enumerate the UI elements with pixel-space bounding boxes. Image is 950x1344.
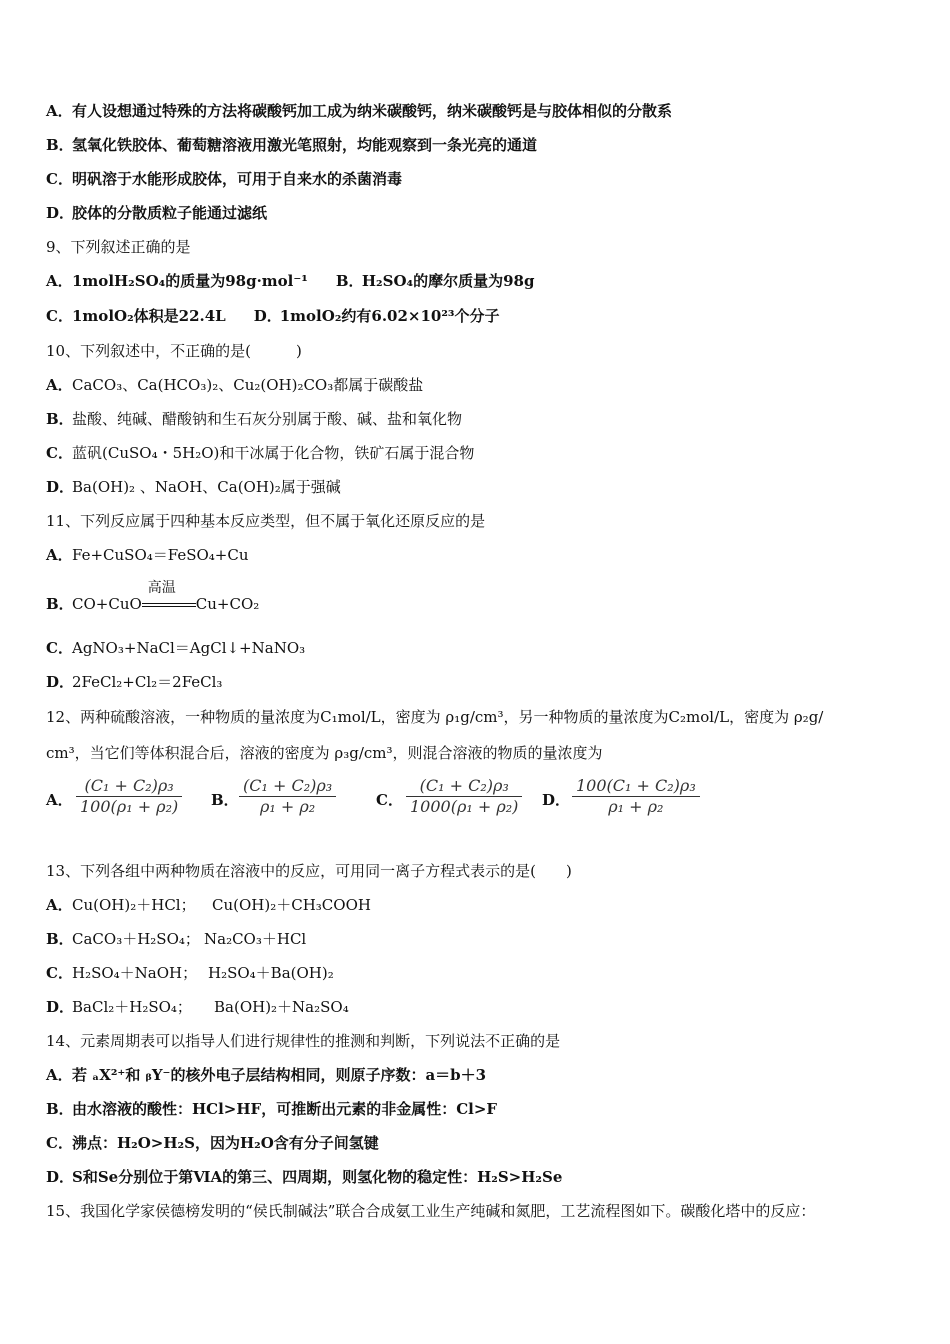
option-label: D． [542,791,571,809]
q12-option-a-fraction [76,776,182,817]
option-label: B． [46,136,74,154]
q8-option-d [46,203,910,223]
q13-option-b [46,929,910,949]
q14-option-c [46,1133,910,1153]
denominator: 1000(ρ₁ + ρ₂) [410,797,519,816]
q11-option-b [46,580,910,614]
option-label: A． [46,376,73,394]
numerator: 100(C₁ + C₂)ρ₃ [572,776,700,797]
denominator: ρ₁ + ρ₂ [259,797,316,816]
q12-option-c-fraction [406,776,522,817]
option-text: H₂SO₄的摩尔质量为98g [361,272,535,290]
option-text: S和Se分别位于第ⅥA的第三、四周期，则氢化物的稳定性：H₂S>H₂Se [72,1168,563,1186]
q10-option-b [46,409,910,429]
q9-stem: 9、下列叙述正确的是 [46,238,191,256]
q14-stem: 14、元素周期表可以指导人们进行规律性的推测和判断，下列说法不正确的是 [46,1032,561,1050]
reaction-condition: 高温 [147,580,176,596]
numerator: (C₁ + C₂)ρ₃ [76,776,182,797]
option-label: A． [46,102,73,120]
q10-option-c [46,443,910,463]
option-text: 有人设想通过特殊的方法将碳酸钙加工成为纳米碳酸钙，纳米碳酸钙是与胶体相似的分散系 [72,102,673,120]
option-left: Cu(OH)₂＋HCl； [72,896,196,914]
option-label: A． [46,791,73,809]
option-label: B． [335,272,364,290]
option-label: D． [46,1168,75,1186]
option-text: 氢氧化铁胶体、葡萄糖溶液用激光笔照射，均能观察到一条光亮的通道 [72,136,538,154]
option-right: Cu(OH)₂＋CH₃COOH [212,896,371,914]
option-text: 1molH₂SO₄的质量为98g·mol⁻¹ [72,272,308,290]
option-left: H₂SO₄＋NaOH； [72,964,198,982]
equation-left: CO+CuO [72,595,142,613]
equation-right: Cu+CO₂ [195,595,260,613]
option-label: C． [46,444,73,462]
option-label: A． [46,896,73,914]
option-label: A． [46,1066,73,1084]
option-label: D． [46,478,75,496]
option-label: D． [46,998,75,1016]
option-label: B． [46,410,74,428]
option-right: H₂SO₄＋Ba(OH)₂ [208,964,334,982]
option-text: 1molO₂约有6.02×10²³个分子 [279,307,500,325]
option-label: D． [46,204,75,222]
q11-option-d [46,672,910,692]
q13-option-c [46,963,910,983]
q11-option-a [46,545,910,565]
numerator: (C₁ + C₂)ρ₃ [406,776,522,797]
option-text: 1molO₂体积是22.4L [72,307,226,325]
option-text: 蓝矾(CuSO₄・5H₂O)和干冰属于化合物，铁矿石属于混合物 [72,444,475,462]
option-label: D． [253,307,282,325]
option-label: A． [46,272,73,290]
option-label: C． [46,307,73,325]
option-text: CaCO₃、Ca(HCO₃)₂、Cu₂(OH)₂CO₃都属于碳酸盐 [72,376,424,394]
option-label: C． [46,639,73,657]
q12-option-b-fraction [239,776,336,817]
q10-option-d [46,477,910,497]
option-left: BaCl₂＋H₂SO₄； [72,998,192,1016]
option-label: B． [46,930,74,948]
q13-option-d [46,997,910,1017]
option-text: Fe+CuSO₄＝FeSO₄+Cu [72,546,249,564]
q12-option-d-fraction [572,776,700,817]
option-text: 沸点：H₂O>H₂S，因为H₂O含有分子间氢键 [72,1134,379,1152]
option-text: AgNO₃+NaCl＝AgCl↓+NaNO₃ [72,639,306,657]
denominator: 100(ρ₁ + ρ₂) [80,797,179,816]
high-temp-arrow [142,580,196,612]
option-label: B． [46,595,74,613]
option-text: 由水溶液的酸性：HCl>HF，可推断出元素的非金属性：Cl>F [72,1100,498,1118]
q12-options [46,776,910,826]
option-label: C． [376,791,403,809]
option-left: CaCO₃＋H₂SO₄； [72,930,200,948]
q15-stem: 15、我国化学家侯德榜发明的“侯氏制碱法”联合合成氨工业生产纯碱和氮肥，工艺流程图如下。碳酸化塔中的反应： [46,1202,816,1220]
option-text: 若 ₐX²⁺和 ᵦY⁻的核外电子层结构相同，则原子序数：a＝b＋3 [72,1066,487,1084]
q13-option-a [46,895,910,915]
option-text: 明矾溶于水能形成胶体，可用于自来水的杀菌消毒 [72,170,403,188]
option-label: C． [46,170,73,188]
q14-option-a [46,1065,910,1085]
q9-options-cd [46,306,910,326]
option-label: C． [46,1134,73,1152]
option-text: 2FeCl₂+Cl₂＝2FeCl₃ [72,673,223,691]
q13-stem: 13、下列各组中两种物质在溶液中的反应，可用同一离子方程式表示的是( ) [46,862,572,880]
option-text: 胶体的分散质粒子能通过滤纸 [72,204,268,222]
q10-stem: 10、下列叙述中，不正确的是( ) [46,342,302,360]
option-label: C． [46,964,73,982]
q10-option-a [46,375,910,395]
q12-stem-line2: cm³，当它们等体积混合后，溶液的密度为 ρ₃g/cm³，则混合溶液的物质的量浓度为 [46,744,603,762]
option-text: 盐酸、纯碱、醋酸钠和生石灰分别属于酸、碱、盐和氧化物 [72,410,463,428]
q8-option-c [46,169,910,189]
q11-option-c [46,638,910,658]
option-text: Ba(OH)₂ 、NaOH、Ca(OH)₂属于强碱 [72,478,341,496]
q8-option-b [46,135,910,155]
option-label: B． [46,1100,74,1118]
option-right: Ba(OH)₂＋Na₂SO₄ [214,998,349,1016]
option-label: A． [46,546,73,564]
q11-stem: 11、下列反应属于四种基本反应类型，但不属于氧化还原反应的是 [46,512,486,530]
q14-option-b [46,1099,910,1119]
q8-option-a [46,101,910,121]
numerator: (C₁ + C₂)ρ₃ [239,776,336,797]
q12-stem-line1: 12、两种硫酸溶液，一种物质的量浓度为C₁mol/L，密度为 ρ₁g/cm³，另一种物质的量浓度为C₂mol/L，密度为 ρ₂g/ [46,708,824,726]
option-label: D． [46,673,75,691]
option-label: B． [211,791,239,809]
q14-option-d [46,1167,910,1187]
denominator: ρ₁ + ρ₂ [608,797,664,816]
q9-options-ab [46,271,910,291]
option-right: Na₂CO₃＋HCl [204,930,307,948]
